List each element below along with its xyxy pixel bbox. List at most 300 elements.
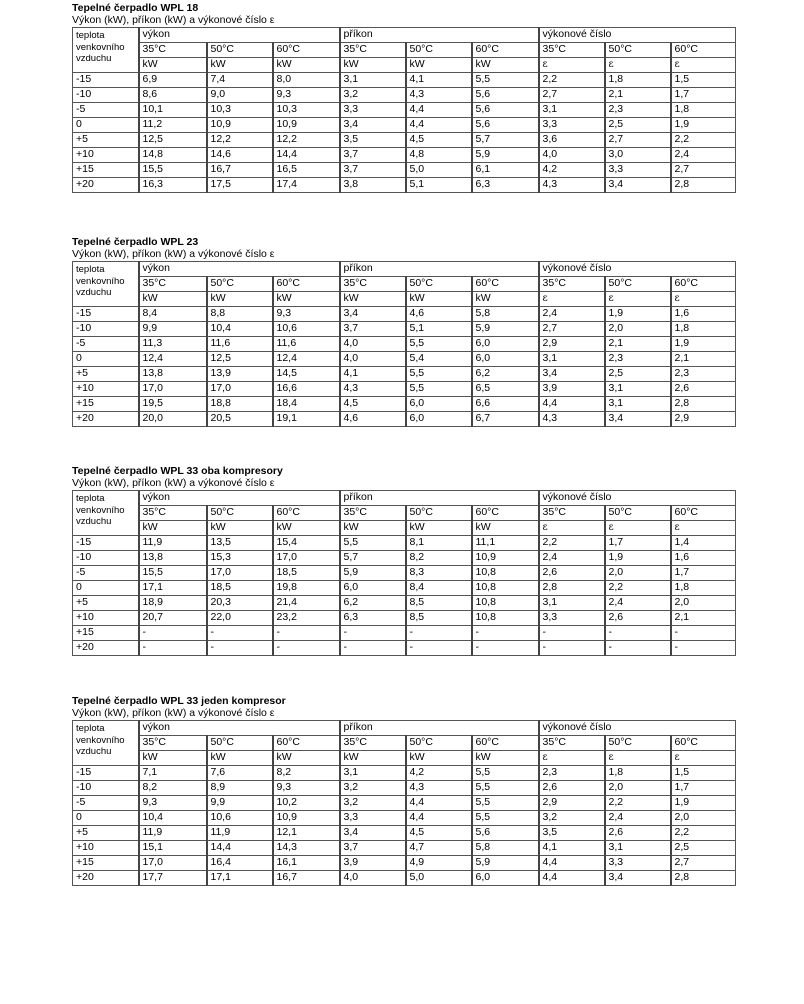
value-cell: 1,8 xyxy=(671,581,736,596)
table-row xyxy=(73,73,736,88)
outdoor-temperature-cell: +15 xyxy=(73,626,139,641)
outdoor-temperature-cell: +5 xyxy=(73,133,139,148)
value-cell: 11,2 xyxy=(139,118,207,133)
value-cell: 15,5 xyxy=(139,566,207,581)
value-cell: 7,6 xyxy=(207,766,273,781)
water-temperature-header: 35°C xyxy=(139,43,207,58)
value-cell: 6,9 xyxy=(139,73,207,88)
group-header: výkon xyxy=(139,491,340,506)
value-cell: 4,4 xyxy=(406,118,472,133)
water-temperature-header: 50°C xyxy=(605,43,671,58)
value-cell: 4,4 xyxy=(406,811,472,826)
value-cell: 3,3 xyxy=(340,811,406,826)
value-cell: 6,0 xyxy=(340,581,406,596)
value-cell: 3,1 xyxy=(539,352,605,367)
outdoor-temperature-cell: +5 xyxy=(73,826,139,841)
outdoor-temperature-cell: -10 xyxy=(73,781,139,796)
value-cell: 3,2 xyxy=(340,796,406,811)
value-cell: 11,9 xyxy=(139,826,207,841)
value-cell: 14,3 xyxy=(273,841,340,856)
value-cell: 10,8 xyxy=(472,611,539,626)
value-cell: - xyxy=(539,626,605,641)
table-row xyxy=(73,367,736,382)
table-row xyxy=(73,118,736,133)
group-header: výkon xyxy=(139,262,340,277)
water-temperature-header: 60°C xyxy=(273,43,340,58)
value-cell: 16,6 xyxy=(273,382,340,397)
value-cell: 1,7 xyxy=(605,536,671,551)
section-subtitle: Výkon (kW), příkon (kW) a výkonové číslo ε xyxy=(72,14,275,26)
unit-header-row xyxy=(73,292,736,307)
value-cell: 6,0 xyxy=(406,412,472,427)
value-cell: 3,4 xyxy=(605,412,671,427)
value-cell: 2,6 xyxy=(671,382,736,397)
value-cell: 3,4 xyxy=(340,118,406,133)
value-cell: - xyxy=(406,626,472,641)
outdoor-temperature-cell: +10 xyxy=(73,148,139,163)
value-cell: 10,9 xyxy=(472,551,539,566)
outdoor-temperature-cell: +15 xyxy=(73,856,139,871)
performance-table xyxy=(72,27,736,193)
table-row xyxy=(73,811,736,826)
value-cell: 17,0 xyxy=(207,382,273,397)
unit-header: ε xyxy=(605,292,671,307)
value-cell: 13,5 xyxy=(207,536,273,551)
value-cell: 5,6 xyxy=(472,826,539,841)
water-temperature-header: 60°C xyxy=(472,277,539,292)
value-cell: 8,1 xyxy=(406,536,472,551)
unit-header: kW xyxy=(340,521,406,536)
temperature-header-row xyxy=(73,43,736,58)
temperature-header-row xyxy=(73,736,736,751)
value-cell: 4,5 xyxy=(406,826,472,841)
value-cell: - xyxy=(671,641,736,656)
unit-header: ε xyxy=(539,292,605,307)
unit-header: kW xyxy=(472,751,539,766)
value-cell: 5,7 xyxy=(472,133,539,148)
value-cell: 3,3 xyxy=(605,163,671,178)
value-cell: 3,3 xyxy=(340,103,406,118)
value-cell: 1,7 xyxy=(671,566,736,581)
value-cell: 12,4 xyxy=(273,352,340,367)
value-cell: 6,0 xyxy=(406,397,472,412)
value-cell: 1,9 xyxy=(671,337,736,352)
unit-header: kW xyxy=(207,58,273,73)
value-cell: 14,4 xyxy=(273,148,340,163)
value-cell: 20,3 xyxy=(207,596,273,611)
water-temperature-header: 35°C xyxy=(340,277,406,292)
value-cell: 2,7 xyxy=(605,133,671,148)
value-cell: 1,8 xyxy=(671,103,736,118)
unit-header: kW xyxy=(273,292,340,307)
table-row xyxy=(73,322,736,337)
water-temperature-header: 60°C xyxy=(273,736,340,751)
value-cell: 22,0 xyxy=(207,611,273,626)
value-cell: 4,5 xyxy=(340,397,406,412)
value-cell: 6,5 xyxy=(472,382,539,397)
unit-header: ε xyxy=(671,58,736,73)
value-cell: 1,8 xyxy=(605,766,671,781)
water-temperature-header: 35°C xyxy=(539,506,605,521)
outdoor-temperature-cell: +10 xyxy=(73,382,139,397)
value-cell: 19,8 xyxy=(273,581,340,596)
group-header: výkonové číslo xyxy=(539,491,736,506)
value-cell: 3,1 xyxy=(340,73,406,88)
value-cell: 1,4 xyxy=(671,536,736,551)
value-cell: 5,9 xyxy=(340,566,406,581)
value-cell: 2,6 xyxy=(539,566,605,581)
temperature-header-row xyxy=(73,277,736,292)
value-cell: 12,2 xyxy=(207,133,273,148)
value-cell: 5,7 xyxy=(340,551,406,566)
value-cell: 2,2 xyxy=(539,73,605,88)
value-cell: 10,8 xyxy=(472,596,539,611)
water-temperature-header: 50°C xyxy=(207,43,273,58)
value-cell: 2,1 xyxy=(671,352,736,367)
table-row xyxy=(73,352,736,367)
value-cell: 20,7 xyxy=(139,611,207,626)
value-cell: 6,2 xyxy=(340,596,406,611)
section-title: Tepelné čerpadlo WPL 23 xyxy=(72,236,199,248)
group-header: výkon xyxy=(139,28,340,43)
value-cell: 3,1 xyxy=(539,596,605,611)
unit-header: ε xyxy=(605,521,671,536)
value-cell: 17,0 xyxy=(139,856,207,871)
unit-header: ε xyxy=(671,751,736,766)
value-cell: 6,0 xyxy=(472,337,539,352)
value-cell: 3,1 xyxy=(605,382,671,397)
value-cell: 11,3 xyxy=(139,337,207,352)
value-cell: 8,2 xyxy=(273,766,340,781)
value-cell: - xyxy=(671,626,736,641)
value-cell: 3,7 xyxy=(340,148,406,163)
value-cell: 2,2 xyxy=(605,796,671,811)
value-cell: 1,8 xyxy=(605,73,671,88)
value-cell: 4,0 xyxy=(340,352,406,367)
value-cell: 3,4 xyxy=(340,307,406,322)
water-temperature-header: 50°C xyxy=(605,736,671,751)
outdoor-temperature-cell: -15 xyxy=(73,73,139,88)
outdoor-temperature-cell: +5 xyxy=(73,367,139,382)
value-cell: 5,1 xyxy=(406,178,472,193)
value-cell: 3,1 xyxy=(340,766,406,781)
value-cell: 6,1 xyxy=(472,163,539,178)
value-cell: 5,9 xyxy=(472,322,539,337)
value-cell: 17,0 xyxy=(207,566,273,581)
value-cell: 18,4 xyxy=(273,397,340,412)
value-cell: 10,4 xyxy=(139,811,207,826)
value-cell: 4,2 xyxy=(406,766,472,781)
value-cell: 3,5 xyxy=(539,826,605,841)
unit-header: ε xyxy=(605,58,671,73)
water-temperature-header: 35°C xyxy=(139,736,207,751)
value-cell: 8,9 xyxy=(207,781,273,796)
value-cell: 2,3 xyxy=(671,367,736,382)
value-cell: 5,6 xyxy=(472,118,539,133)
unit-header: kW xyxy=(273,751,340,766)
water-temperature-header: 35°C xyxy=(539,736,605,751)
water-temperature-header: 50°C xyxy=(406,506,472,521)
value-cell: 2,3 xyxy=(605,352,671,367)
value-cell: 3,2 xyxy=(539,811,605,826)
value-cell: 13,9 xyxy=(207,367,273,382)
unit-header: kW xyxy=(139,521,207,536)
value-cell: 2,6 xyxy=(605,611,671,626)
water-temperature-header: 50°C xyxy=(207,736,273,751)
value-cell: 6,7 xyxy=(472,412,539,427)
table-row xyxy=(73,856,736,871)
unit-header: kW xyxy=(472,292,539,307)
unit-header: kW xyxy=(207,751,273,766)
value-cell: 3,4 xyxy=(340,826,406,841)
value-cell: 10,8 xyxy=(472,581,539,596)
value-cell: 12,5 xyxy=(207,352,273,367)
unit-header-row xyxy=(73,58,736,73)
value-cell: 5,5 xyxy=(472,811,539,826)
value-cell: 17,4 xyxy=(273,178,340,193)
unit-header: kW xyxy=(139,58,207,73)
water-temperature-header: 50°C xyxy=(406,43,472,58)
group-header: příkon xyxy=(340,262,539,277)
value-cell: 10,4 xyxy=(207,322,273,337)
unit-header-row xyxy=(73,751,736,766)
value-cell: 11,9 xyxy=(207,826,273,841)
value-cell: 17,7 xyxy=(139,871,207,886)
water-temperature-header: 35°C xyxy=(139,506,207,521)
section-subtitle: Výkon (kW), příkon (kW) a výkonové číslo ε xyxy=(72,248,275,260)
value-cell: 6,3 xyxy=(472,178,539,193)
water-temperature-header: 35°C xyxy=(340,506,406,521)
value-cell: 4,0 xyxy=(340,337,406,352)
value-cell: 18,5 xyxy=(207,581,273,596)
outdoor-temperature-cell: 0 xyxy=(73,118,139,133)
heat-pump-section xyxy=(72,695,737,886)
value-cell: 5,5 xyxy=(472,766,539,781)
outdoor-temperature-cell: +20 xyxy=(73,178,139,193)
value-cell: 5,8 xyxy=(472,307,539,322)
value-cell: 5,5 xyxy=(340,536,406,551)
water-temperature-header: 35°C xyxy=(539,43,605,58)
unit-header-row xyxy=(73,521,736,536)
value-cell: 2,9 xyxy=(671,412,736,427)
value-cell: 3,7 xyxy=(340,841,406,856)
value-cell: 8,6 xyxy=(139,88,207,103)
value-cell: 11,1 xyxy=(472,536,539,551)
value-cell: 19,5 xyxy=(139,397,207,412)
value-cell: 5,5 xyxy=(406,337,472,352)
outdoor-temperature-cell: -5 xyxy=(73,796,139,811)
outdoor-temperature-cell: +20 xyxy=(73,641,139,656)
value-cell: 10,1 xyxy=(139,103,207,118)
value-cell: - xyxy=(139,641,207,656)
outdoor-temperature-cell: -10 xyxy=(73,551,139,566)
water-temperature-header: 60°C xyxy=(671,506,736,521)
outdoor-temperature-cell: +10 xyxy=(73,841,139,856)
water-temperature-header: 60°C xyxy=(671,736,736,751)
value-cell: 7,4 xyxy=(207,73,273,88)
value-cell: 4,1 xyxy=(406,73,472,88)
value-cell: 9,9 xyxy=(139,322,207,337)
value-cell: 6,3 xyxy=(340,611,406,626)
table-row xyxy=(73,596,736,611)
value-cell: 5,5 xyxy=(406,382,472,397)
outdoor-temperature-cell: +15 xyxy=(73,163,139,178)
value-cell: 13,8 xyxy=(139,367,207,382)
value-cell: 1,9 xyxy=(605,551,671,566)
value-cell: 2,4 xyxy=(539,551,605,566)
water-temperature-header: 50°C xyxy=(406,277,472,292)
value-cell: 2,2 xyxy=(605,581,671,596)
value-cell: 16,4 xyxy=(207,856,273,871)
value-cell: 6,0 xyxy=(472,352,539,367)
value-cell: 3,9 xyxy=(539,382,605,397)
value-cell: - xyxy=(406,641,472,656)
performance-table xyxy=(72,490,736,656)
value-cell: 2,7 xyxy=(671,856,736,871)
value-cell: 3,1 xyxy=(605,397,671,412)
unit-header: kW xyxy=(139,292,207,307)
value-cell: 2,4 xyxy=(539,307,605,322)
value-cell: 3,9 xyxy=(340,856,406,871)
value-cell: 9,3 xyxy=(273,88,340,103)
value-cell: - xyxy=(472,626,539,641)
table-row xyxy=(73,796,736,811)
value-cell: 2,7 xyxy=(539,88,605,103)
value-cell: - xyxy=(273,626,340,641)
table-row xyxy=(73,163,736,178)
table-row xyxy=(73,626,736,641)
value-cell: 10,9 xyxy=(273,811,340,826)
value-cell: - xyxy=(139,626,207,641)
value-cell: 8,5 xyxy=(406,611,472,626)
value-cell: 3,4 xyxy=(539,367,605,382)
group-header: výkonové číslo xyxy=(539,721,736,736)
value-cell: 6,2 xyxy=(472,367,539,382)
value-cell: 2,0 xyxy=(605,781,671,796)
value-cell: 2,1 xyxy=(605,88,671,103)
group-header: příkon xyxy=(340,721,539,736)
value-cell: 8,3 xyxy=(406,566,472,581)
value-cell: 1,9 xyxy=(605,307,671,322)
value-cell: 8,2 xyxy=(406,551,472,566)
water-temperature-header: 50°C xyxy=(605,506,671,521)
value-cell: 3,2 xyxy=(340,781,406,796)
table-row xyxy=(73,551,736,566)
unit-header: ε xyxy=(671,292,736,307)
value-cell: 11,6 xyxy=(273,337,340,352)
value-cell: 2,9 xyxy=(539,796,605,811)
outdoor-temperature-cell: 0 xyxy=(73,811,139,826)
value-cell: 14,5 xyxy=(273,367,340,382)
value-cell: 1,5 xyxy=(671,73,736,88)
section-title: Tepelné čerpadlo WPL 18 xyxy=(72,2,199,14)
unit-header: kW xyxy=(406,58,472,73)
unit-header: ε xyxy=(605,751,671,766)
outdoor-temperature-cell: -10 xyxy=(73,88,139,103)
table-row xyxy=(73,88,736,103)
value-cell: 5,6 xyxy=(472,88,539,103)
value-cell: 2,8 xyxy=(671,397,736,412)
outdoor-temperature-header: teplota venkovního vzduchu xyxy=(73,721,139,766)
value-cell: 4,7 xyxy=(406,841,472,856)
value-cell: 15,5 xyxy=(139,163,207,178)
water-temperature-header: 50°C xyxy=(605,277,671,292)
value-cell: 10,8 xyxy=(472,566,539,581)
water-temperature-header: 60°C xyxy=(671,43,736,58)
table-row xyxy=(73,581,736,596)
value-cell: 6,0 xyxy=(472,871,539,886)
value-cell: 5,9 xyxy=(472,856,539,871)
unit-header: kW xyxy=(406,751,472,766)
value-cell: 15,3 xyxy=(207,551,273,566)
value-cell: 17,1 xyxy=(139,581,207,596)
value-cell: 7,1 xyxy=(139,766,207,781)
group-header-row xyxy=(73,262,736,277)
outdoor-temperature-cell: -15 xyxy=(73,536,139,551)
table-row xyxy=(73,178,736,193)
group-header: výkon xyxy=(139,721,340,736)
value-cell: 18,5 xyxy=(273,566,340,581)
table-row xyxy=(73,871,736,886)
outdoor-temperature-cell: +10 xyxy=(73,611,139,626)
value-cell: 10,9 xyxy=(273,118,340,133)
section-title: Tepelné čerpadlo WPL 33 oba kompresory xyxy=(72,465,283,477)
value-cell: 8,0 xyxy=(273,73,340,88)
value-cell: 4,4 xyxy=(539,856,605,871)
table-row xyxy=(73,566,736,581)
outdoor-temperature-header: teplota venkovního vzduchu xyxy=(73,28,139,73)
unit-header: kW xyxy=(472,58,539,73)
value-cell: 4,2 xyxy=(539,163,605,178)
value-cell: 12,2 xyxy=(273,133,340,148)
value-cell: 4,6 xyxy=(340,412,406,427)
value-cell: 11,9 xyxy=(139,536,207,551)
value-cell: 9,3 xyxy=(139,796,207,811)
unit-header: kW xyxy=(472,521,539,536)
value-cell: 4,0 xyxy=(340,871,406,886)
value-cell: 1,6 xyxy=(671,551,736,566)
outdoor-temperature-cell: -15 xyxy=(73,766,139,781)
value-cell: 20,0 xyxy=(139,412,207,427)
value-cell: 2,9 xyxy=(539,337,605,352)
value-cell: 2,4 xyxy=(605,811,671,826)
value-cell: 21,4 xyxy=(273,596,340,611)
value-cell: 4,5 xyxy=(406,133,472,148)
value-cell: 5,6 xyxy=(472,103,539,118)
table-row xyxy=(73,148,736,163)
value-cell: 4,8 xyxy=(406,148,472,163)
value-cell: 19,1 xyxy=(273,412,340,427)
value-cell: 10,6 xyxy=(273,322,340,337)
value-cell: 4,0 xyxy=(539,148,605,163)
value-cell: 2,2 xyxy=(671,133,736,148)
value-cell: 12,5 xyxy=(139,133,207,148)
table-row xyxy=(73,397,736,412)
value-cell: 8,8 xyxy=(207,307,273,322)
section-subtitle: Výkon (kW), příkon (kW) a výkonové číslo ε xyxy=(72,707,275,719)
value-cell: 2,0 xyxy=(671,811,736,826)
water-temperature-header: 35°C xyxy=(539,277,605,292)
value-cell: 2,4 xyxy=(605,596,671,611)
value-cell: 5,4 xyxy=(406,352,472,367)
value-cell: 2,0 xyxy=(671,596,736,611)
group-header: výkonové číslo xyxy=(539,28,736,43)
value-cell: 13,8 xyxy=(139,551,207,566)
table-row xyxy=(73,382,736,397)
value-cell: 5,5 xyxy=(472,796,539,811)
value-cell: 2,5 xyxy=(605,367,671,382)
outdoor-temperature-cell: 0 xyxy=(73,581,139,596)
